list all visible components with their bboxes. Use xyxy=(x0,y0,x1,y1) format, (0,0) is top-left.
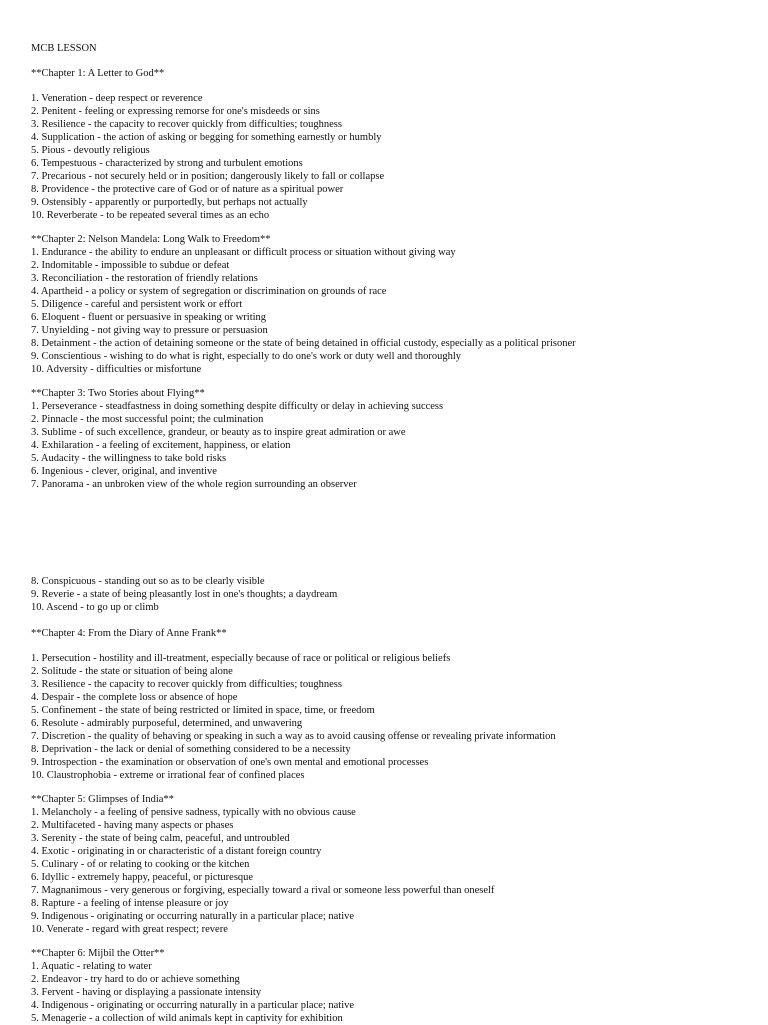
list-item: 4. Exhilaration - a feeling of excitement, happiness, or elation xyxy=(31,440,291,451)
list-item: 1. Aquatic - relating to water xyxy=(31,961,152,972)
list-item: 4. Exotic - originating in or characteristic of a distant foreign country xyxy=(31,846,322,857)
list-item: 10. Adversity - difficulties or misfortune xyxy=(31,364,202,375)
list-item: 3. Serenity - the state of being calm, peaceful, and untroubled xyxy=(31,833,290,844)
list-item: 5. Menagerie - a collection of wild animals kept in captivity for exhibition xyxy=(31,1013,343,1024)
list-item: 6. Eloquent - fluent or persuasive in speaking or writing xyxy=(31,312,267,323)
list-item: 7. Unyielding - not giving way to pressure or persuasion xyxy=(31,325,268,336)
list-item: 10. Venerate - regard with great respect; revere xyxy=(31,924,228,935)
list-item: 5. Confinement - the state of being restricted or limited in space, time, or freedom xyxy=(31,705,375,716)
list-item: 10. Ascend - to go up or climb xyxy=(31,602,159,613)
list-item: 1. Persecution - hostility and ill-treatment, especially because of race or political or religious beliefs xyxy=(31,653,451,664)
list-item: 2. Endeavor - try hard to do or achieve something xyxy=(31,974,240,985)
list-item: 6. Resolute - admirably purposeful, determined, and unwavering xyxy=(31,718,303,729)
list-item: 5. Culinary - of or relating to cooking or the kitchen xyxy=(31,859,250,870)
list-item: 2. Multifaceted - having many aspects or phases xyxy=(31,820,234,831)
chapter-heading: **Chapter 1: A Letter to God** xyxy=(31,68,165,79)
list-item: 3. Sublime - of such excellence, grandeur, or beauty as to inspire great admiration or awe xyxy=(31,427,406,438)
list-item: 9. Indigenous - originating or occurring naturally in a particular place; native xyxy=(31,911,355,922)
list-item: 4. Indigenous - originating or occurring naturally in a particular place; native xyxy=(31,1000,355,1011)
chapter-heading: **Chapter 6: Mijbil the Otter** xyxy=(31,948,165,959)
list-item: 2. Penitent - feeling or expressing remorse for one's misdeeds or sins xyxy=(31,106,320,117)
list-item: 1. Veneration - deep respect or reverence xyxy=(31,93,203,104)
list-item: 4. Despair - the complete loss or absence of hope xyxy=(31,692,238,703)
list-item: 4. Apartheid - a policy or system of segregation or discrimination on grounds of race xyxy=(31,286,387,297)
list-item: 8. Deprivation - the lack or denial of something considered to be a necessity xyxy=(31,744,351,755)
list-item: 5. Audacity - the willingness to take bold risks xyxy=(31,453,227,464)
list-item: 7. Magnanimous - very generous or forgiving, especially toward a rival or someone less powerful than oneself xyxy=(31,885,495,896)
list-item: 1. Perseverance - steadfastness in doing something despite difficulty or delay in achieving success xyxy=(31,401,444,412)
list-item: 3. Resilience - the capacity to recover quickly from difficulties; toughness xyxy=(31,119,342,130)
list-item: 8. Detainment - the action of detaining someone or the state of being detained in official custody, especially as a political prisoner xyxy=(31,338,576,349)
list-item: 9. Introspection - the examination or observation of one's own mental and emotional processes xyxy=(31,757,429,768)
chapter-heading: **Chapter 4: From the Diary of Anne Frank** xyxy=(31,628,227,639)
chapter-heading: **Chapter 3: Two Stories about Flying** xyxy=(31,388,205,399)
list-item: 2. Indomitable - impossible to subdue or defeat xyxy=(31,260,230,271)
list-item: 5. Diligence - careful and persistent work or effort xyxy=(31,299,243,310)
list-item: 1. Melancholy - a feeling of pensive sadness, typically with no obvious cause xyxy=(31,807,356,818)
list-item: 6. Tempestuous - characterized by strong and turbulent emotions xyxy=(31,158,303,169)
list-item: 3. Fervent - having or displaying a passionate intensity xyxy=(31,987,262,998)
document-title: MCB LESSON xyxy=(31,43,97,54)
list-item: 8. Conspicuous - standing out so as to be clearly visible xyxy=(31,576,265,587)
list-item: 7. Panorama - an unbroken view of the whole region surrounding an observer xyxy=(31,479,357,490)
list-item: 3. Reconciliation - the restoration of friendly relations xyxy=(31,273,258,284)
chapter-heading: **Chapter 5: Glimpses of India** xyxy=(31,794,174,805)
chapter-heading: **Chapter 2: Nelson Mandela: Long Walk to Freedom** xyxy=(31,234,271,245)
list-item: 7. Discretion - the quality of behaving or speaking in such a way as to avoid causing offense or revealing private information xyxy=(31,731,556,742)
list-item: 10. Reverberate - to be repeated several times as an echo xyxy=(31,210,270,221)
list-item: 9. Conscientious - wishing to do what is right, especially to do one's work or duty well and thoroughly xyxy=(31,351,462,362)
list-item: 9. Ostensibly - apparently or purportedly, but perhaps not actually xyxy=(31,197,308,208)
list-item: 10. Claustrophobia - extreme or irrational fear of confined places xyxy=(31,770,305,781)
list-item: 9. Reverie - a state of being pleasantly lost in one's thoughts; a daydream xyxy=(31,589,338,600)
list-item: 3. Resilience - the capacity to recover quickly from difficulties; toughness xyxy=(31,679,342,690)
list-item: 6. Idyllic - extremely happy, peaceful, or picturesque xyxy=(31,872,254,883)
list-item: 6. Ingenious - clever, original, and inventive xyxy=(31,466,217,477)
list-item: 5. Pious - devoutly religious xyxy=(31,145,150,156)
list-item: 1. Endurance - the ability to endure an unpleasant or difficult process or situation without giving way xyxy=(31,247,456,258)
list-item: 2. Solitude - the state or situation of being alone xyxy=(31,666,233,677)
list-item: 7. Precarious - not securely held or in position; dangerously likely to fall or collapse xyxy=(31,171,385,182)
list-item: 4. Supplication - the action of asking or begging for something earnestly or humbly xyxy=(31,132,382,143)
list-item: 2. Pinnacle - the most successful point; the culmination xyxy=(31,414,264,425)
list-item: 8. Providence - the protective care of God or of nature as a spiritual power xyxy=(31,184,344,195)
list-item: 8. Rapture - a feeling of intense pleasure or joy xyxy=(31,898,229,909)
